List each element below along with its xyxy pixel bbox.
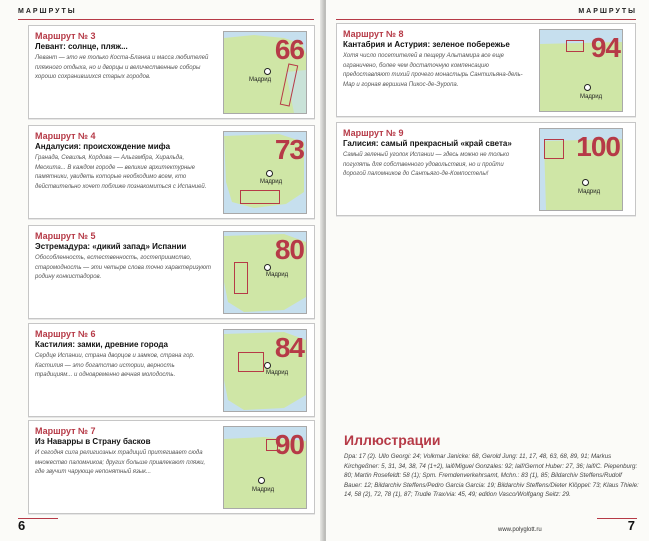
route-highlight	[240, 190, 280, 204]
page-number: 7	[627, 518, 635, 533]
header-rule	[336, 19, 636, 20]
route-card-9[interactable]	[336, 122, 636, 216]
route-map	[223, 329, 307, 412]
city-label: Мадрид	[260, 179, 283, 185]
page-number-badge: 94	[590, 32, 620, 63]
route-map	[539, 29, 623, 112]
route-highlight	[544, 139, 564, 159]
city-dot	[264, 264, 271, 271]
page-number-badge: 100	[576, 131, 620, 162]
city-label: Мадрид	[580, 94, 603, 100]
city-dot	[582, 179, 589, 186]
left-page	[0, 0, 322, 541]
route-card-5[interactable]	[28, 225, 315, 319]
city-dot	[584, 84, 591, 91]
route-title: Маршрут № 4	[35, 131, 96, 141]
route-description: Сердце Испании, страна дворцов и замков, страна гор. Кастилия — это богатство истории, верность традициям... и одновременно вечная молодость.	[35, 353, 195, 378]
route-highlight	[238, 352, 264, 372]
right-page	[326, 0, 649, 541]
running-head-left: МАРШРУТЫ	[18, 8, 77, 15]
route-map	[223, 426, 307, 509]
city-label: Мадрид	[252, 487, 275, 493]
route-subtitle: Галисия: самый прекрасный «край света»	[343, 139, 512, 148]
route-subtitle: Эстремадура: «дикий запад» Испании	[35, 242, 187, 251]
route-highlight	[266, 439, 278, 451]
route-title: Маршрут № 5	[35, 231, 96, 241]
route-highlight	[566, 40, 584, 52]
route-map	[539, 128, 623, 211]
route-card-4[interactable]	[28, 125, 315, 219]
header-rule	[18, 19, 314, 20]
page-number-badge: 84	[274, 332, 304, 363]
route-title: Маршрут № 8	[343, 29, 404, 39]
route-subtitle: Кастилия: замки, древние города	[35, 340, 168, 349]
route-description: И сегодня сила религиозных традиций притягивает сюда множество паломников; других больше привлекают пляжи, где звучит чарующе непонятный язык...	[35, 450, 206, 475]
website-link[interactable]: www.polyglott.ru	[498, 527, 542, 533]
city-dot	[264, 68, 271, 75]
route-description: Хотя число посетителей в пещеру Альтамира все еще ограничено, более чем достаточную компенсацию предоставляют тихий прочего монастырь Сантильяна-дель-Мар и горная вершина Пикос-де-Эуропа.	[343, 53, 523, 88]
page-number: 6	[18, 518, 26, 533]
city-dot	[258, 477, 265, 484]
route-description: Левант — это не только Коста-Бланка и масса любителей пляжного отдыха, но и дворцы и величественные соборы хорошо сохранившихся старых городов.	[35, 55, 209, 80]
route-title: Маршрут № 7	[35, 426, 96, 436]
city-label: Мадрид	[249, 77, 272, 83]
page-number-badge: 80	[274, 234, 304, 265]
route-description: Гранада, Севилья, Кордова — Альгамбра, Хиральда, Мескита... В каждом городе — великие архитектурные памятники, увидеть которые необходимо всем, кто действительно хочет поближе познакомиться с Испанией.	[35, 155, 207, 190]
route-subtitle: Левант: солнце, пляж...	[35, 42, 128, 51]
page-number-badge: 66	[274, 34, 304, 65]
city-label: Мадрид	[578, 189, 601, 195]
route-card-6[interactable]	[28, 323, 315, 417]
route-title: Маршрут № 6	[35, 329, 96, 339]
illustrations-title: Иллюстрации	[344, 432, 441, 448]
route-subtitle: Андалусия: происхождение мифа	[35, 142, 171, 151]
route-description: Самый зеленый уголок Испании — здесь можно не только погулять для собственного удовольствия, но и пройти дорогой паломников до Сантьяго-де-Компостелы!	[343, 152, 510, 177]
route-card-7[interactable]	[28, 420, 315, 514]
page-number-badge: 90	[274, 429, 304, 460]
city-dot	[266, 170, 273, 177]
illustrations-credits: Dpa: 17 (2). Ullo Georgi: 24; Volkmar Janicke: 68, Gerold Jung: 11, 17, 48, 63, 68, 89, 91; Markus Kirchgeßner: 5, 31, 34, 38, 74 (1+2), laif/Miguel Gonzales: 92; laif/Gernot Huber: 27, 36; laif/C. Piepenburg: 80; Martin Rosefeldt: 58 (1); Spm. Fremdenverkehrsamt, Mchn.: 83 (1), 85; Bildarchiv Steffens/Rudolf Bauer: 12; Bildarchiv Steffens/Pedro Garcia Garcia: 19; Bildarchiv Steffens/Dieter Klöppel: 73; Klaus Thiele: 14, 58 (2), 72, 78 (1), 87; Trudie Trax/via: 45, 49; edition Vasco/Wolfgang Seitz: 29.	[344, 453, 639, 499]
city-label: Мадрид	[266, 370, 289, 376]
route-map	[223, 131, 307, 214]
page-number-badge: 73	[274, 134, 304, 165]
route-subtitle: Из Наварры в Страну басков	[35, 437, 151, 446]
route-card-8[interactable]	[336, 23, 636, 117]
route-title: Маршрут № 3	[35, 31, 96, 41]
route-map	[223, 231, 307, 314]
city-dot	[264, 362, 271, 369]
route-map	[223, 31, 307, 114]
route-highlight	[234, 262, 248, 294]
route-subtitle: Кантабрия и Астурия: зеленое побережье	[343, 40, 510, 49]
running-head-right: МАРШРУТЫ	[578, 8, 637, 15]
route-description: Обособленность, естественность, гостеприимство, старомодность — эти четыре слова точно характеризуют родину конкистадоров.	[35, 255, 212, 280]
route-title: Маршрут № 9	[343, 128, 404, 138]
route-card-3[interactable]	[28, 25, 315, 119]
city-label: Мадрид	[266, 272, 289, 278]
